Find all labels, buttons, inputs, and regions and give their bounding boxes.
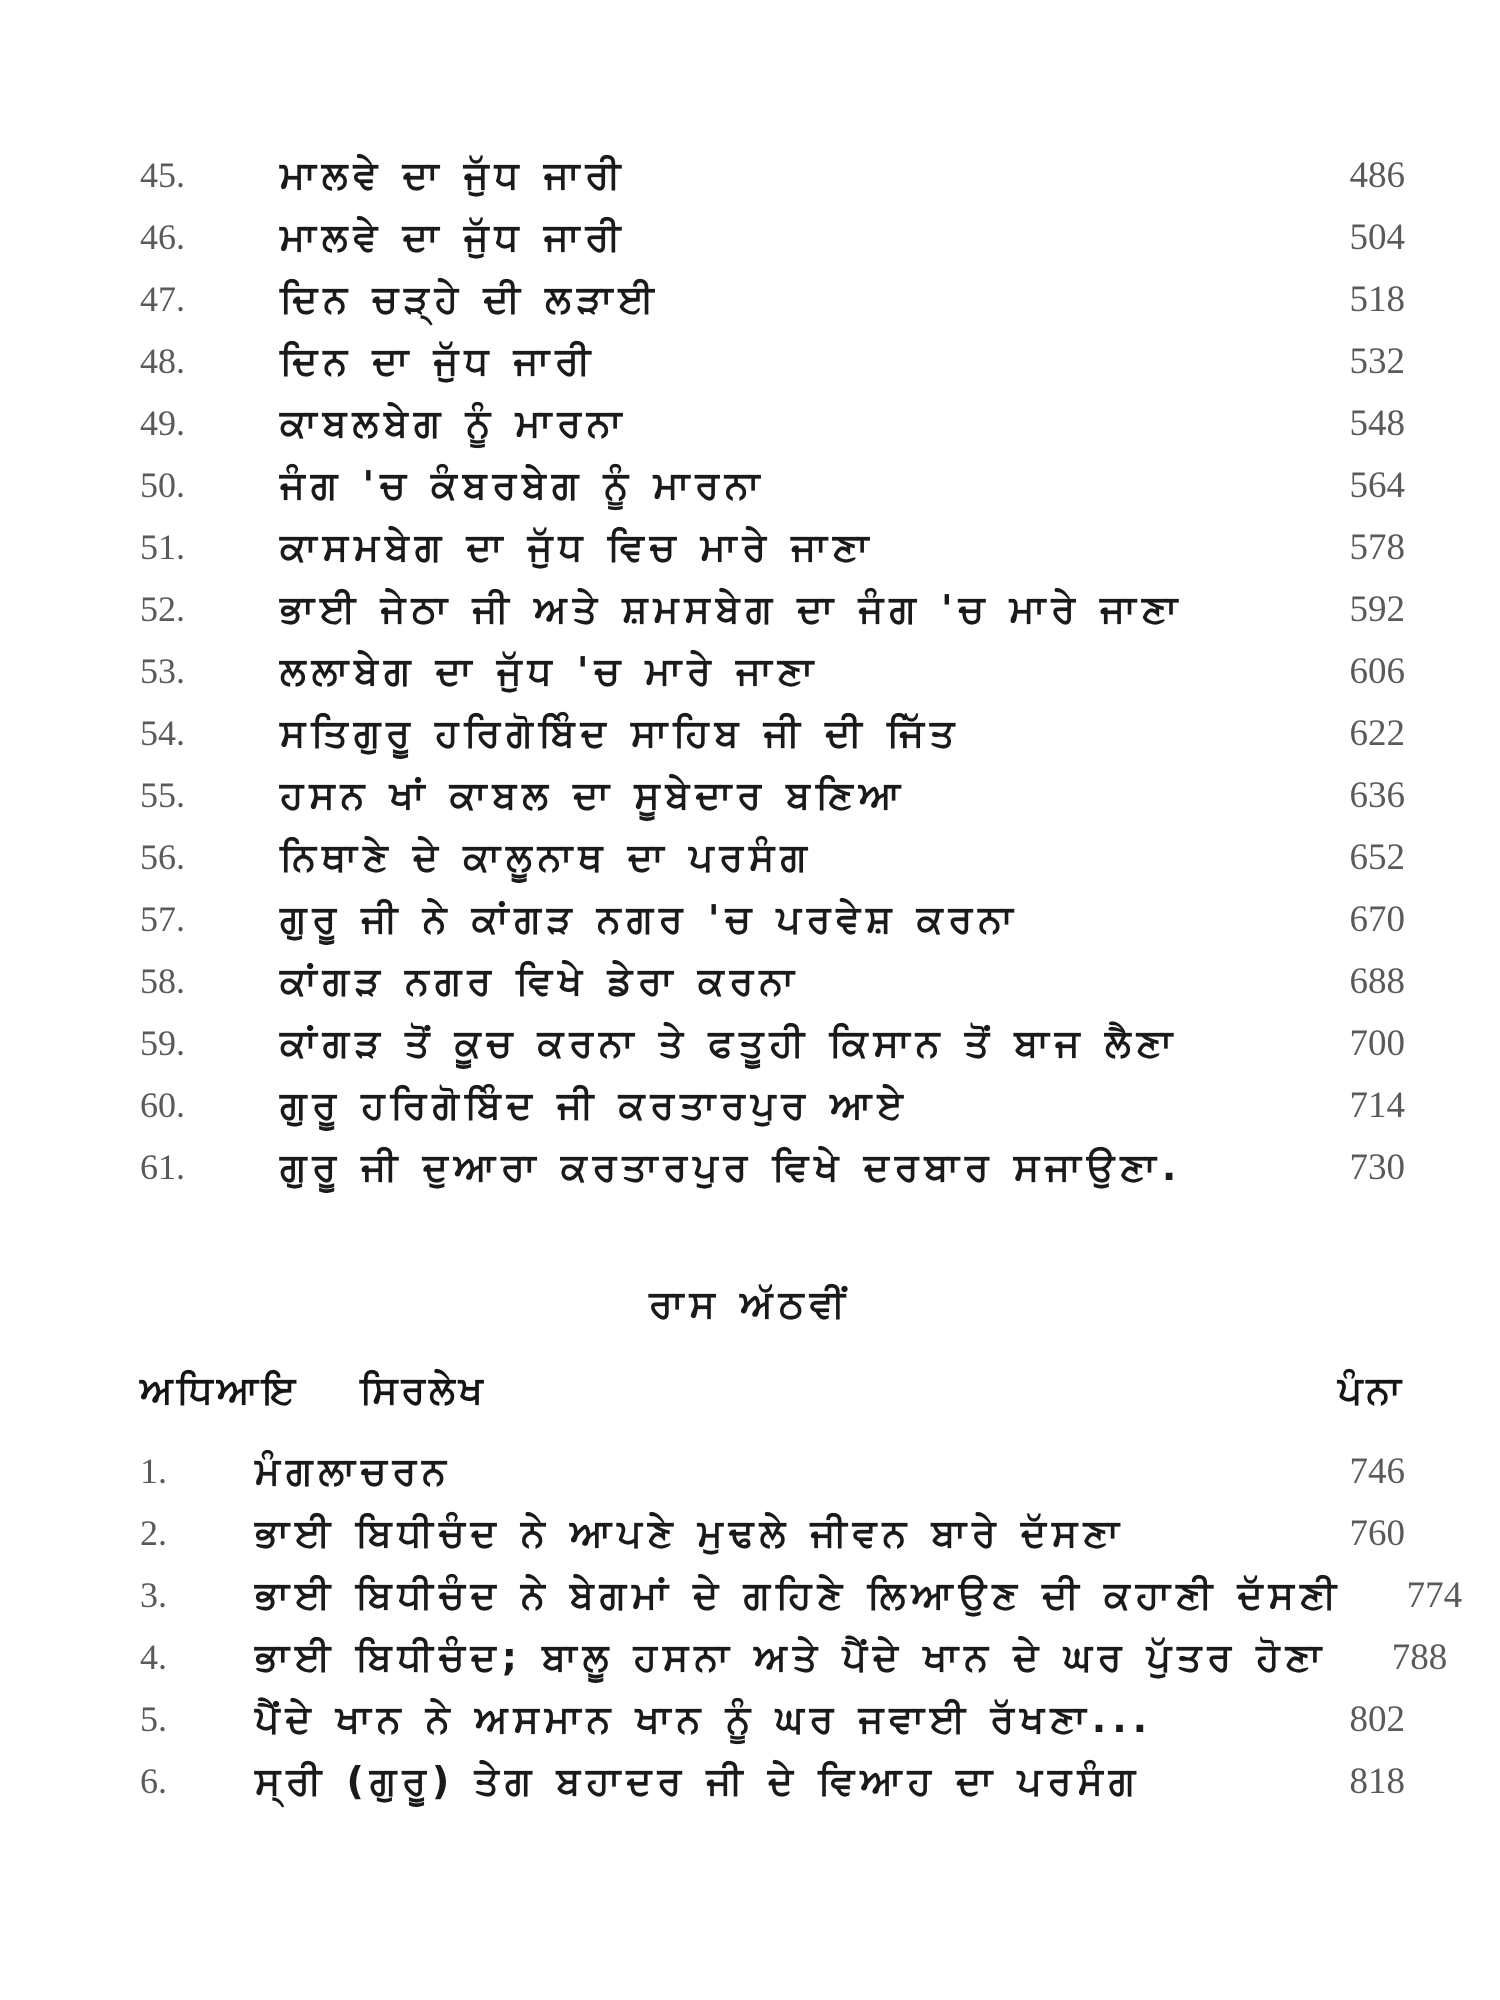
chapter-title: ਕਾਸਮਬੇਗ ਦਾ ਜੁੱਧ ਵਿਚ ਮਾਰੇ ਜਾਣਾ [280, 524, 875, 569]
chapter-number: 5. [140, 1699, 167, 1739]
page-number: 518 [1349, 278, 1405, 320]
page-number: 548 [1349, 402, 1405, 444]
chapter-number: 3. [140, 1575, 167, 1615]
chapter-number: 46. [140, 217, 185, 257]
chapter-title: ਭਾਈ ਬਿਧੀਚੰਦ ਨੇ ਆਪਣੇ ਮੁਢਲੇ ਜੀਵਨ ਬਾਰੇ ਦੱਸਣਾ [255, 1510, 1125, 1555]
chapter-title: ਭਾਈ ਬਿਧੀਚੰਦ; ਬਾਲੂ ਹਸਨਾ ਅਤੇ ਪੈਂਦੇ ਖਾਨ ਦੇ ਘਰ ਪੁੱਤਰ ਹੋਣਾ [255, 1634, 1328, 1679]
toc-row [140, 144, 1405, 206]
chapter-number: 1. [140, 1451, 167, 1491]
chapter-number: 51. [140, 527, 185, 567]
toc-row [140, 578, 1405, 640]
page-number: 652 [1349, 836, 1405, 878]
toc-row [140, 516, 1405, 578]
page-number: 670 [1349, 898, 1405, 940]
chapter-title: ਦਿਨ ਦਾ ਜੁੱਧ ਜਾਰੀ [280, 338, 597, 383]
chapter-number: 59. [140, 1023, 185, 1063]
page-number: 760 [1349, 1512, 1405, 1554]
chapter-title: ਸ੍ਰੀ (ਗੁਰੂ) ਤੇਗ ਬਹਾਦਰ ਜੀ ਦੇ ਵਿਆਹ ਦਾ ਪਰਸੰਗ [255, 1758, 1142, 1803]
chapter-title: ਭਾਈ ਬਿਧੀਚੰਦ ਨੇ ਬੇਗਮਾਂ ਦੇ ਗਹਿਣੇ ਲਿਆਉਣ ਦੀ ਕਹਾਣੀ ਦੱਸਣੀ [255, 1572, 1343, 1617]
toc-row [140, 1502, 1405, 1564]
chapter-number: 53. [140, 651, 185, 691]
chapter-number: 48. [140, 341, 185, 381]
toc-row [140, 1012, 1405, 1074]
toc-row [140, 1626, 1448, 1688]
chapter-number: 55. [140, 775, 185, 815]
chapter-number: 6. [140, 1761, 167, 1801]
chapter-number: 57. [140, 899, 185, 939]
chapter-number: 45. [140, 155, 185, 195]
header-heading: ਸਿਰਲੇਖ [360, 1368, 487, 1412]
chapter-number: 4. [140, 1637, 167, 1677]
chapter-title: ਦਿਨ ਚੜ੍ਹੇ ਦੀ ਲੜਾਈ [280, 276, 660, 321]
chapter-title: ਕਾਂਗੜ ਤੋਂ ਕੂਚ ਕਰਨਾ ਤੇ ਫਤੂਹੀ ਕਿਸਾਨ ਤੋਂ ਬਾਜ ਲੈਣਾ [280, 1020, 1179, 1065]
chapter-title: ਨਿਥਾਣੇ ਦੇ ਕਾਲੂਨਾਥ ਦਾ ਪਰਸੰਗ [280, 834, 813, 879]
chapter-title: ਲਲਾਬੇਗ ਦਾ ਜੁੱਧ 'ਚ ਮਾਰੇ ਜਾਣਾ [280, 648, 820, 693]
chapter-number: 54. [140, 713, 185, 753]
toc-row [140, 640, 1405, 702]
toc-row [140, 1750, 1405, 1812]
chapter-number: 52. [140, 589, 185, 629]
chapter-number: 2. [140, 1513, 167, 1553]
toc-row [140, 950, 1405, 1012]
chapter-title: ਜੰਗ 'ਚ ਕੰਬਰਬੇਗ ਨੂੰ ਮਾਰਨਾ [280, 462, 766, 507]
section-title: ਰਾਸ ਅੱਠਵੀਂ [649, 1282, 851, 1326]
chapter-title: ਮਾਲਵੇ ਦਾ ਜੁੱਧ ਜਾਰੀ [280, 214, 627, 259]
chapter-number: 58. [140, 961, 185, 1001]
toc-row [140, 206, 1405, 268]
chapter-title: ਗੁਰੂ ਹਰਿਗੋਬਿੰਦ ਜੀ ਕਰਤਾਰਪੁਰ ਆਏ [280, 1082, 909, 1127]
chapter-title: ਕਾਬਲਬੇਗ ਨੂੰ ਮਾਰਨਾ [280, 400, 628, 445]
toc-row [140, 454, 1405, 516]
header-page: ਪੰਨਾ [1337, 1368, 1405, 1412]
page-number: 714 [1349, 1084, 1405, 1126]
chapter-title: ਮੰਗਲਾਚਰਨ [255, 1448, 452, 1493]
page-number: 486 [1349, 154, 1405, 196]
toc-row [140, 1688, 1405, 1750]
page-number: 622 [1349, 712, 1405, 754]
toc-row [140, 1440, 1405, 1502]
page-number: 636 [1349, 774, 1405, 816]
page-number: 802 [1349, 1698, 1405, 1740]
toc-row [140, 330, 1405, 392]
chapter-title: ਭਾਈ ਜੇਠਾ ਜੀ ਅਤੇ ਸ਼ਮਸਬੇਗ ਦਾ ਜੰਗ 'ਚ ਮਾਰੇ ਜਾਣਾ [280, 586, 1184, 631]
page-number: 788 [1391, 1636, 1448, 1678]
toc-row [140, 392, 1405, 454]
page-number: 746 [1349, 1450, 1405, 1492]
header-chapter: ਅਧਿਆਇ [140, 1368, 300, 1412]
page-number: 564 [1349, 464, 1405, 506]
chapter-title: ਸਤਿਗੁਰੂ ਹਰਿਗੋਬਿੰਦ ਸਾਹਿਬ ਜੀ ਦੀ ਜਿੱਤ [280, 710, 961, 755]
chapter-title: ਪੈਂਦੇ ਖਾਨ ਨੇ ਅਸਮਾਨ ਖਾਨ ਨੂੰ ਘਰ ਜਵਾਈ ਰੱਖਣਾ... [255, 1696, 1154, 1741]
chapter-number: 49. [140, 403, 185, 443]
page-number: 774 [1406, 1574, 1463, 1616]
page-number: 730 [1349, 1146, 1405, 1188]
chapter-number: 56. [140, 837, 185, 877]
toc-row [140, 1136, 1405, 1198]
toc-row [140, 1074, 1405, 1136]
toc-row [140, 702, 1405, 764]
page-number: 688 [1349, 960, 1405, 1002]
chapter-number: 47. [140, 279, 185, 319]
toc-row [140, 826, 1405, 888]
page-number: 592 [1349, 588, 1405, 630]
chapter-number: 61. [140, 1147, 185, 1187]
chapter-title: ਮਾਲਵੇ ਦਾ ਜੁੱਧ ਜਾਰੀ [280, 152, 627, 197]
page-number: 818 [1349, 1760, 1405, 1802]
chapter-title: ਗੁਰੂ ਜੀ ਦੁਆਰਾ ਕਰਤਾਰਪੁਰ ਵਿਖੇ ਦਰਬਾਰ ਸਜਾਉਣਾ. [280, 1144, 1183, 1189]
page-number: 532 [1349, 340, 1405, 382]
chapter-title: ਗੁਰੂ ਜੀ ਨੇ ਕਾਂਗੜ ਨਗਰ 'ਚ ਪਰਵੇਸ਼ ਕਰਨਾ [280, 896, 1019, 941]
chapter-number: 60. [140, 1085, 185, 1125]
chapter-number: 50. [140, 465, 185, 505]
page-number: 700 [1349, 1022, 1405, 1064]
toc-row [140, 764, 1405, 826]
page-number: 578 [1349, 526, 1405, 568]
chapter-title: ਹਸਨ ਖਾਂ ਕਾਬਲ ਦਾ ਸੂਬੇਦਾਰ ਬਣਿਆ [280, 772, 907, 817]
toc-row [140, 888, 1405, 950]
toc-row [140, 268, 1405, 330]
page-number: 606 [1349, 650, 1405, 692]
toc-row [140, 1564, 1463, 1626]
chapter-title: ਕਾਂਗੜ ਨਗਰ ਵਿਖੇ ਡੇਰਾ ਕਰਨਾ [280, 958, 800, 1003]
page-number: 504 [1349, 216, 1405, 258]
